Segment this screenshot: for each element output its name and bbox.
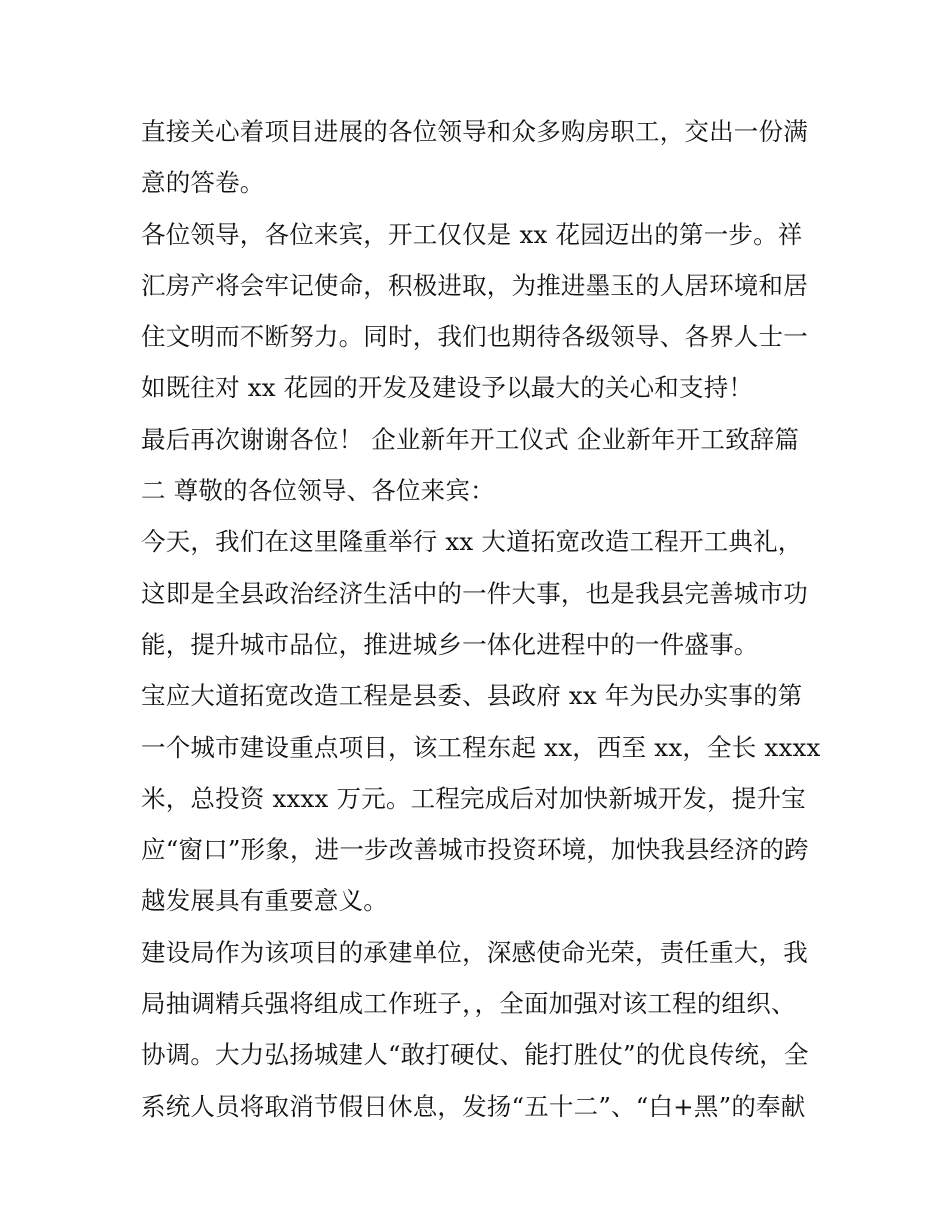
text-line: 二 尊敬的各位领导、各位来宾： (141, 476, 495, 506)
text-line: 建设局作为该项目的承建单位，深感使命光荣，责任重大，我 (141, 937, 808, 967)
text-line: 住文明而不断努力。同时，我们也期待各级领导、各界人士一 (141, 322, 808, 352)
text-line: 米，总投资 xxxx 万元。工程完成后对加快新城开发，提升宝 (141, 783, 806, 813)
text-line: 局抽调精兵强将组成工作班子，，全面加强对该工程的组织、 (141, 989, 796, 1019)
text-line: 意的答卷。 (141, 168, 265, 198)
text-line: 今天，我们在这里隆重举行 xx 大道拓宽改造工程开工典礼， (141, 527, 803, 557)
text-line: 越发展具有重要意义。 (141, 886, 388, 916)
text-line: 汇房产将会牢记使命，积极进取，为推进墨玉的人居环境和居 (141, 270, 808, 300)
text-line: 应“窗口”形象，进一步改善城市投资环境，加快我县经济的跨 (141, 835, 809, 865)
text-line: 直接关心着项目进展的各位领导和众多购房职工，交出一份满 (141, 117, 808, 146)
text-line: 最后再次谢谢各位！ 企业新年开工仪式 企业新年开工致辞篇 (141, 424, 800, 454)
text-line: 各位领导，各位来宾，开工仅仅是 xx 花园迈出的第一步。祥 (141, 219, 803, 249)
text-line: 系统人员将取消节假日休息，发扬“五十二”、“白+黑”的奉献 (141, 1091, 806, 1121)
text-line: 宝应大道拓宽改造工程是县委、县政府 xx 年为民办实事的第 (141, 681, 803, 711)
text-line: 一个城市建设重点项目，该工程东起 xx，西至 xx，全长 xxxx (141, 732, 821, 762)
text-line: 这即是全县政治经济生活中的一件大事，也是我县完善城市功 (141, 578, 808, 608)
text-line: 协调。大力弘扬城建人“敢打硬仗、能打胜仗”的优良传统，全 (141, 1040, 809, 1070)
document-body (141, 106, 821, 1132)
text-line: 能，提升城市品位，推进城乡一体化进程中的一件盛事。 (141, 629, 759, 659)
text-line: 如既往对 xx 花园的开发及建设予以最大的关心和支持！ (141, 373, 754, 403)
